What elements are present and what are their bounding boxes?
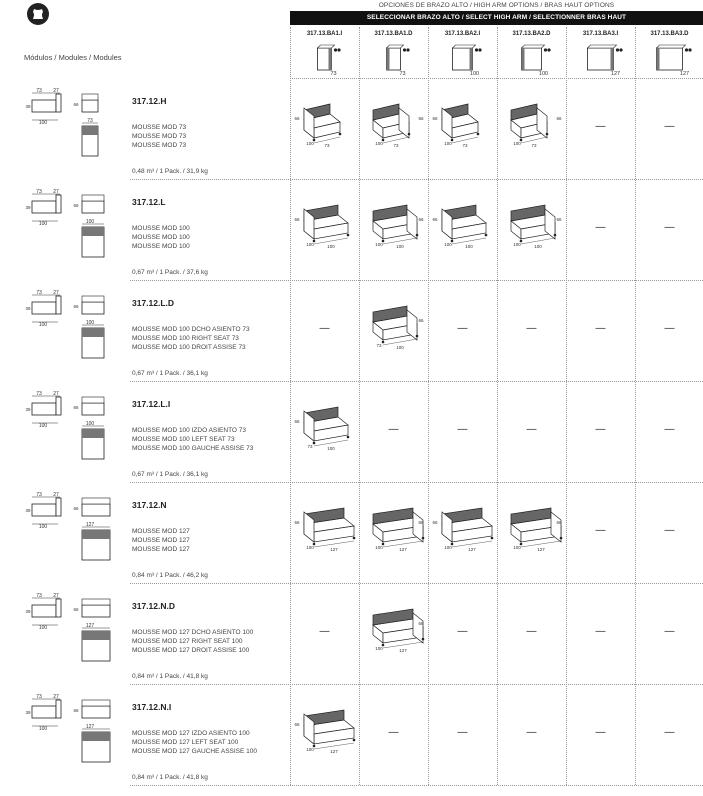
description-line: MOUSSE MOD 127 IZDO ASIENTO 100 — [132, 730, 250, 737]
sofa-configuration-drawing — [359, 302, 428, 362]
not-available-dash: — — [526, 626, 537, 637]
not-available-dash: — — [457, 727, 468, 738]
plan-back — [82, 732, 110, 741]
seat-side-view — [32, 403, 56, 415]
foot — [422, 638, 425, 641]
front-view — [82, 605, 110, 617]
not-available-dash: — — [457, 323, 468, 334]
module-code: 317.12.L.D — [132, 298, 175, 308]
back-side-view — [56, 195, 61, 213]
row-divider — [130, 482, 703, 483]
not-available-dash: — — [664, 222, 675, 233]
not-available-dash: — — [595, 727, 606, 738]
foot — [347, 436, 350, 439]
height-label: 66 — [432, 520, 438, 525]
front-view — [82, 100, 98, 112]
module-drawing — [22, 591, 122, 686]
arm-width-label: 127 — [610, 71, 621, 77]
width-label: 127 — [399, 648, 407, 653]
height-label: 66 — [73, 708, 79, 713]
plan-back — [82, 328, 104, 337]
front-view — [82, 302, 104, 314]
plan-back — [82, 530, 110, 539]
height-label: 66 — [432, 116, 438, 121]
column-divider — [566, 27, 567, 785]
height-label: 66 — [294, 722, 300, 727]
width-label: 73 — [393, 143, 399, 148]
arm-option-icon — [290, 42, 359, 78]
height-label: 39 — [25, 609, 31, 614]
height-label: 66 — [73, 506, 79, 511]
module-code: 317.12.L — [132, 197, 166, 207]
foot — [382, 341, 385, 344]
dim-label: 27 — [53, 189, 59, 195]
back-side-view — [56, 94, 61, 112]
arm-width-label: 100 — [469, 71, 480, 77]
seat-side-view — [32, 302, 56, 314]
depth-label: 100 — [38, 625, 48, 631]
not-available-dash: — — [664, 323, 675, 334]
depth-label: 100 — [306, 141, 314, 146]
foot — [347, 234, 350, 237]
options-title: OPCIONES DE BRAZO ALTO / HIGH ARM OPTIONS / BRAS HAUT OPTIONS — [378, 2, 615, 9]
height-label: 66 — [73, 304, 79, 309]
leather-logo-icon — [27, 3, 49, 25]
sofa-configuration-drawing — [290, 706, 359, 766]
not-available-dash: — — [526, 424, 537, 435]
width-label: 100 — [396, 345, 404, 350]
sofa-configuration-drawing — [428, 100, 497, 160]
description-line: MOUSSE MOD 100 LEFT SEAT 73 — [132, 436, 235, 443]
depth-label: 100 — [38, 221, 48, 227]
depth-label: 100 — [306, 545, 314, 550]
foot — [353, 537, 356, 540]
back-front-view — [82, 700, 110, 706]
description-line: MOUSSE MOD 127 DCHO ASIENTO 100 — [132, 629, 254, 636]
module-description — [132, 123, 186, 150]
width-label: 73 — [462, 143, 468, 148]
module-drawing — [22, 288, 122, 383]
not-available-dash: — — [319, 626, 330, 637]
description-line: MOUSSE MOD 73 — [132, 133, 187, 140]
width-label: 100 — [327, 446, 335, 451]
description-line: MOUSSE MOD 100 — [132, 225, 190, 232]
sofa-configuration-drawing — [497, 504, 566, 564]
module-pack-info: 0,48 m³ / 1 Pack. / 31,9 kg — [132, 168, 208, 175]
row-divider — [290, 78, 703, 79]
sofa-configuration-drawing — [290, 504, 359, 564]
module-drawing — [22, 86, 122, 181]
back-front-view — [82, 498, 110, 504]
not-available-dash: — — [595, 424, 606, 435]
height-label: 66 — [294, 419, 300, 424]
height-label: 39 — [25, 205, 31, 210]
column-divider — [635, 27, 636, 785]
module-pack-info: 0,67 m³ / 1 Pack. / 37,6 kg — [132, 269, 208, 276]
module-drawing — [22, 692, 122, 787]
height-label: 39 — [25, 104, 31, 109]
module-pack-info: 0,84 m³ / 1 Pack. / 41,8 kg — [132, 673, 208, 680]
module-code: 317.12.N — [132, 500, 167, 510]
sofa-configuration-drawing — [290, 201, 359, 261]
depth-label: 100 — [38, 726, 48, 732]
seat-side-view — [32, 100, 56, 112]
module-description — [132, 527, 190, 554]
module-drawing — [22, 389, 122, 484]
width-label: 127 — [85, 522, 95, 528]
depth-label: 100 — [444, 141, 452, 146]
back-side-view — [56, 397, 61, 415]
high-arm-icon — [318, 45, 341, 70]
not-available-dash: — — [526, 323, 537, 334]
depth-label: 73 — [376, 343, 382, 348]
width-label: 100 — [534, 244, 542, 249]
plan-back — [82, 126, 98, 135]
dim-label: 27 — [53, 391, 59, 397]
module-pack-info: 0,84 m³ / 1 Pack. / 46,2 kg — [132, 572, 208, 579]
high-arm-icon — [453, 45, 482, 70]
foot — [422, 537, 425, 540]
description-line: MOUSSE MOD 127 RIGHT SEAT 100 — [132, 638, 243, 645]
description-line: MOUSSE MOD 100 — [132, 243, 190, 250]
plan-back — [82, 227, 104, 236]
foot — [416, 335, 419, 338]
depth-label: 100 — [375, 242, 383, 247]
row-divider — [130, 583, 703, 584]
width-label: 100 — [327, 244, 335, 249]
back-front-view — [82, 397, 104, 403]
foot — [554, 234, 557, 237]
high-arm-icon — [387, 45, 410, 70]
sofa-configuration-drawing — [359, 504, 428, 564]
front-view — [82, 706, 110, 718]
height-label: 66 — [418, 520, 424, 525]
not-available-dash: — — [457, 626, 468, 637]
description-line: MOUSSE MOD 100 — [132, 234, 190, 241]
foot — [339, 133, 342, 136]
dim-label: 27 — [53, 88, 59, 94]
sofa-configuration-drawing — [428, 201, 497, 261]
foot — [546, 133, 549, 136]
not-available-dash: — — [319, 323, 330, 334]
seat-side-view — [32, 706, 56, 718]
height-label: 66 — [73, 405, 79, 410]
description-line: MOUSSE MOD 127 DROIT ASSISE 100 — [132, 647, 250, 654]
not-available-dash: — — [457, 424, 468, 435]
not-available-dash: — — [664, 727, 675, 738]
not-available-dash: — — [526, 727, 537, 738]
foot — [477, 133, 480, 136]
plan-back — [82, 631, 110, 640]
depth-label: 100 — [444, 545, 452, 550]
module-code: 317.12.H — [132, 96, 167, 106]
dim-label: 73 — [36, 189, 42, 195]
dim-label: 27 — [53, 593, 59, 599]
arm-option-code: 317.13.BA3.I — [582, 31, 619, 37]
row-divider — [130, 381, 703, 382]
height-label: 66 — [556, 116, 562, 121]
arm-width-label: 73 — [399, 71, 406, 77]
foot — [408, 133, 411, 136]
height-label: 66 — [73, 607, 79, 612]
not-available-dash: — — [595, 222, 606, 233]
dim-label: 73 — [36, 593, 42, 599]
plan-back — [82, 429, 104, 438]
description-line: MOUSSE MOD 127 — [132, 528, 190, 535]
sofa-configuration-drawing — [497, 201, 566, 261]
width-label: 127 — [468, 547, 476, 552]
module-pack-info: 0,67 m³ / 1 Pack. / 36,1 kg — [132, 471, 208, 478]
depth-label: 100 — [513, 242, 521, 247]
dim-label: 73 — [36, 88, 42, 94]
width-label: 127 — [330, 547, 338, 552]
height-label: 66 — [418, 318, 424, 323]
arm-option-icon — [428, 42, 497, 78]
not-available-dash: — — [664, 626, 675, 637]
not-available-dash: — — [388, 424, 399, 435]
module-pack-info: 0,84 m³ / 1 Pack. / 41,8 kg — [132, 774, 208, 781]
sofa-configuration-drawing — [359, 100, 428, 160]
depth-label: 100 — [38, 524, 48, 530]
dim-label: 27 — [53, 492, 59, 498]
arm-option-code: 317.13.BA1.I — [306, 31, 343, 37]
description-line: MOUSSE MOD 73 — [132, 124, 187, 131]
back-front-view — [82, 599, 110, 605]
seat-side-view — [32, 605, 56, 617]
sofa-configuration-drawing — [290, 100, 359, 160]
height-label: 66 — [432, 217, 438, 222]
description-line: MOUSSE MOD 100 RIGHT SEAT 73 — [132, 335, 239, 342]
not-available-dash: — — [595, 525, 606, 536]
height-label: 39 — [25, 306, 31, 311]
height-label: 66 — [73, 102, 79, 107]
sofa-configuration-drawing — [290, 403, 359, 463]
arm-width-label: 73 — [330, 71, 337, 77]
depth-label: 100 — [375, 545, 383, 550]
height-label: 66 — [294, 116, 300, 121]
module-code: 317.12.N.I — [132, 702, 172, 712]
arm-option-code: 317.13.BA1.D — [374, 31, 413, 37]
seat-side-view — [32, 201, 56, 213]
height-label: 66 — [418, 116, 424, 121]
description-line: MOUSSE MOD 127 — [132, 537, 190, 544]
back-front-view — [82, 94, 98, 100]
back-side-view — [56, 599, 61, 617]
not-available-dash: — — [595, 323, 606, 334]
depth-label: 100 — [513, 141, 521, 146]
width-label: 127 — [399, 547, 407, 552]
dim-label: 27 — [53, 694, 59, 700]
depth-label: 100 — [38, 120, 48, 126]
module-code: 317.12.L.I — [132, 399, 171, 409]
module-description — [132, 426, 253, 453]
width-label: 100 — [85, 320, 95, 326]
width-label: 73 — [87, 118, 93, 124]
depth-label: 100 — [444, 242, 452, 247]
dim-label: 73 — [36, 290, 42, 296]
high-arm-icon — [522, 45, 551, 70]
arm-width-label: 127 — [679, 71, 690, 77]
description-line: MOUSSE MOD 100 DCHO ASIENTO 73 — [132, 326, 250, 333]
height-label: 66 — [73, 203, 79, 208]
arm-width-label: 100 — [538, 71, 549, 77]
dim-label: 27 — [53, 290, 59, 296]
height-label: 66 — [418, 621, 424, 626]
not-available-dash: — — [664, 525, 675, 536]
sofa-configuration-drawing — [359, 201, 428, 261]
sofa-configuration-drawing — [359, 605, 428, 665]
width-label: 100 — [85, 421, 95, 427]
height-label: 66 — [418, 217, 424, 222]
height-label: 66 — [294, 520, 300, 525]
depth-label: 100 — [513, 545, 521, 550]
back-front-view — [82, 296, 104, 302]
not-available-dash: — — [388, 727, 399, 738]
foot — [491, 537, 494, 540]
arm-option-icon — [497, 42, 566, 78]
front-view — [82, 201, 104, 213]
row-divider — [130, 280, 703, 281]
arm-option-code: 317.13.BA2.I — [444, 31, 481, 37]
module-code: 317.12.N.D — [132, 601, 175, 611]
select-high-arm-bar: SELECCIONAR BRAZO ALTO / SELECT HIGH ARM / SELECTIONNER BRAS HAUT — [290, 11, 703, 25]
sofa-configuration-drawing — [497, 100, 566, 160]
dim-label: 73 — [36, 391, 42, 397]
depth-label: 100 — [306, 747, 314, 752]
not-available-dash: — — [595, 626, 606, 637]
height-label: 39 — [25, 407, 31, 412]
arm-option-icon — [635, 42, 703, 78]
foot — [485, 234, 488, 237]
module-drawing — [22, 490, 122, 585]
width-label: 73 — [324, 143, 330, 148]
arm-option-code: 317.13.BA3.D — [650, 31, 689, 37]
description-line: MOUSSE MOD 73 — [132, 142, 187, 149]
depth-label: 100 — [38, 322, 48, 328]
description-line: MOUSSE MOD 127 GAUCHE ASSISE 100 — [132, 748, 257, 755]
depth-label: 100 — [306, 242, 314, 247]
module-pack-info: 0,67 m³ / 1 Pack. / 36,1 kg — [132, 370, 208, 377]
width-label: 73 — [531, 143, 537, 148]
height-label: 66 — [556, 217, 562, 222]
not-available-dash: — — [664, 121, 675, 132]
high-arm-icon — [657, 45, 692, 70]
back-side-view — [56, 498, 61, 516]
depth-label: 73 — [307, 444, 313, 449]
description-line: MOUSSE MOD 100 IZDO ASIENTO 73 — [132, 427, 247, 434]
width-label: 127 — [85, 623, 95, 629]
back-side-view — [56, 296, 61, 314]
width-label: 100 — [396, 244, 404, 249]
depth-label: 100 — [375, 141, 383, 146]
description-line: MOUSSE MOD 127 LEFT SEAT 100 — [132, 739, 239, 746]
not-available-dash: — — [595, 121, 606, 132]
description-line: MOUSSE MOD 127 — [132, 546, 190, 553]
seat-side-view — [32, 504, 56, 516]
dim-label: 73 — [36, 694, 42, 700]
depth-label: 100 — [38, 423, 48, 429]
front-view — [82, 403, 104, 415]
width-label: 127 — [537, 547, 545, 552]
depth-label: 100 — [375, 646, 383, 651]
row-divider — [130, 684, 703, 685]
not-available-dash: — — [664, 424, 675, 435]
height-label: 66 — [556, 520, 562, 525]
module-drawing — [22, 187, 122, 282]
foot — [416, 234, 419, 237]
height-label: 66 — [294, 217, 300, 222]
height-label: 39 — [25, 508, 31, 513]
arm-option-icon — [566, 42, 635, 78]
foot — [560, 537, 563, 540]
foot — [353, 739, 356, 742]
height-label: 39 — [25, 710, 31, 715]
row-divider — [130, 179, 703, 180]
row-divider — [130, 785, 703, 786]
width-label: 127 — [330, 749, 338, 754]
dim-label: 73 — [36, 492, 42, 498]
back-front-view — [82, 195, 104, 201]
width-label: 127 — [85, 724, 95, 730]
front-view — [82, 504, 110, 516]
width-label: 100 — [85, 219, 95, 225]
sofa-configuration-drawing — [428, 504, 497, 564]
arm-option-code: 317.13.BA2.D — [512, 31, 551, 37]
high-arm-icon — [588, 45, 623, 70]
module-description — [132, 729, 257, 756]
module-description — [132, 628, 253, 655]
back-side-view — [56, 700, 61, 718]
module-description — [132, 325, 250, 352]
foot — [313, 442, 316, 445]
description-line: MOUSSE MOD 100 GAUCHE ASSISE 73 — [132, 445, 254, 452]
width-label: 100 — [465, 244, 473, 249]
module-description — [132, 224, 190, 251]
description-line: MOUSSE MOD 100 DROIT ASSISE 73 — [132, 344, 246, 351]
modules-label: Módulos / Modules / Modules — [24, 53, 122, 62]
arm-option-icon — [359, 42, 428, 78]
